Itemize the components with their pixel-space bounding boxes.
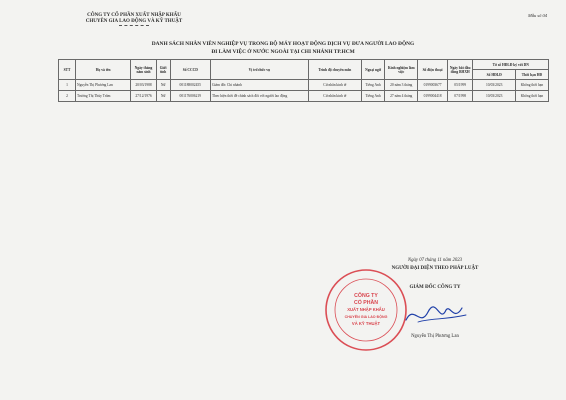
table-cell: 001188002455 xyxy=(170,80,210,91)
company-name-line1: CÔNG TY CỔ PHẦN XUẤT NHẬP KHẨU xyxy=(87,13,181,18)
col-header: Giới tính xyxy=(156,60,170,80)
table-cell: 05/1999 xyxy=(447,80,473,91)
col-header: Thời hạn HĐ xyxy=(515,70,548,80)
svg-text:CHUYÊN GIA LAO ĐỘNG: CHUYÊN GIA LAO ĐỘNG xyxy=(344,315,388,319)
handwritten-signature xyxy=(400,298,470,332)
table-cell: 2 xyxy=(59,91,76,102)
svg-text:CỔ PHẦN: CỔ PHẦN xyxy=(354,300,378,306)
col-header: Ngày bắt đầu đóng BHXH xyxy=(447,60,473,80)
col-header: Kinh nghiệm làm việc xyxy=(385,60,418,80)
table-cell: 07/1998 xyxy=(447,91,473,102)
table-cell: Không thời hạn xyxy=(515,80,548,91)
table-cell: Trương Thị Thùy Trâm xyxy=(76,91,131,102)
table-cell: Nữ xyxy=(156,91,170,102)
table-cell: 20/03/1988 xyxy=(131,80,157,91)
company-name-line2: CHUYÊN GIA LAO ĐỘNG VÀ KỸ THUẬT xyxy=(85,19,183,24)
director-title: GIÁM ĐỐC CÔNG TY xyxy=(409,285,461,290)
table-cell: 10/03/2023 xyxy=(473,80,516,91)
col-header: Ngoại ngữ xyxy=(361,60,384,80)
table-cell: 27 năm 4 tháng xyxy=(385,91,418,102)
col-header: Họ và tên xyxy=(76,60,131,80)
table-cell: 0199003677 xyxy=(418,80,448,91)
table-cell: Giám đốc Chi nhánh xyxy=(210,80,308,91)
col-header: Trình độ chuyên môn xyxy=(308,60,361,80)
table-cell: Tiếng Anh xyxy=(361,80,384,91)
table-cell: Cử nhân kinh tế xyxy=(308,80,361,91)
form-number: Mẫu số 04 xyxy=(528,13,547,18)
table-cell: Không thời hạn xyxy=(515,91,548,102)
signing-date: Ngày 07 tháng 11 năm 2023 xyxy=(407,258,463,263)
document-title-line2: ĐI LÀM VIỆC Ở NƯỚC NGOÀI TẠI CHI NHÁNH TP.HCM xyxy=(211,49,355,55)
table-row xyxy=(59,80,549,91)
col-header: Số CCCD xyxy=(170,60,210,80)
table-cell: 10/03/2023 xyxy=(473,91,516,102)
staff-table xyxy=(58,59,549,102)
svg-text:XUẤT NHẬP KHẨU: XUẤT NHẬP KHẨU xyxy=(347,307,385,312)
table-row xyxy=(59,91,549,102)
legal-representative-title: NGƯỜI ĐẠI DIỆN THEO PHÁP LUẬT xyxy=(391,266,479,271)
table-cell: Nguyễn Thị Phương Lan xyxy=(76,80,131,91)
table-cell: 001176006219 xyxy=(170,91,210,102)
header-rule xyxy=(119,25,149,27)
svg-text:CÔNG TY: CÔNG TY xyxy=(354,293,378,299)
col-header: Số điện thoại xyxy=(418,60,448,80)
col-header: STT xyxy=(59,60,76,80)
company-seal xyxy=(322,266,410,354)
col-header: Ngày tháng năm sinh xyxy=(131,60,157,80)
table-cell: 27/12/1976 xyxy=(131,91,157,102)
table-cell: 0199004418 xyxy=(418,91,448,102)
table-cell: 20 năm 3 tháng xyxy=(385,80,418,91)
svg-text:VÀ KỸ THUẬT: VÀ KỸ THUẬT xyxy=(351,321,381,326)
table-cell: Theo hiện thời đề chính sách đối với người lao động xyxy=(210,91,308,102)
group-header: Tờ số HĐLĐ ký với DN xyxy=(473,60,549,70)
col-header: Vị trí/chức vụ xyxy=(210,60,308,80)
company-header xyxy=(64,13,204,27)
signer-name: Nguyễn Thị Phương Lan xyxy=(411,334,459,339)
table-cell: 1 xyxy=(59,80,76,91)
col-header: Số HĐLĐ xyxy=(473,70,516,80)
document-title-line1: DANH SÁCH NHÂN VIÊN NGHIỆP VỤ TRONG BỘ MÁY HOẠT ĐỘNG DỊCH VỤ ĐƯA NGƯỜI LAO ĐỘNG xyxy=(151,41,415,47)
table-cell: Tiếng Anh xyxy=(361,91,384,102)
table-cell: Nữ xyxy=(156,80,170,91)
table-cell: Cử nhân kinh tế xyxy=(308,91,361,102)
